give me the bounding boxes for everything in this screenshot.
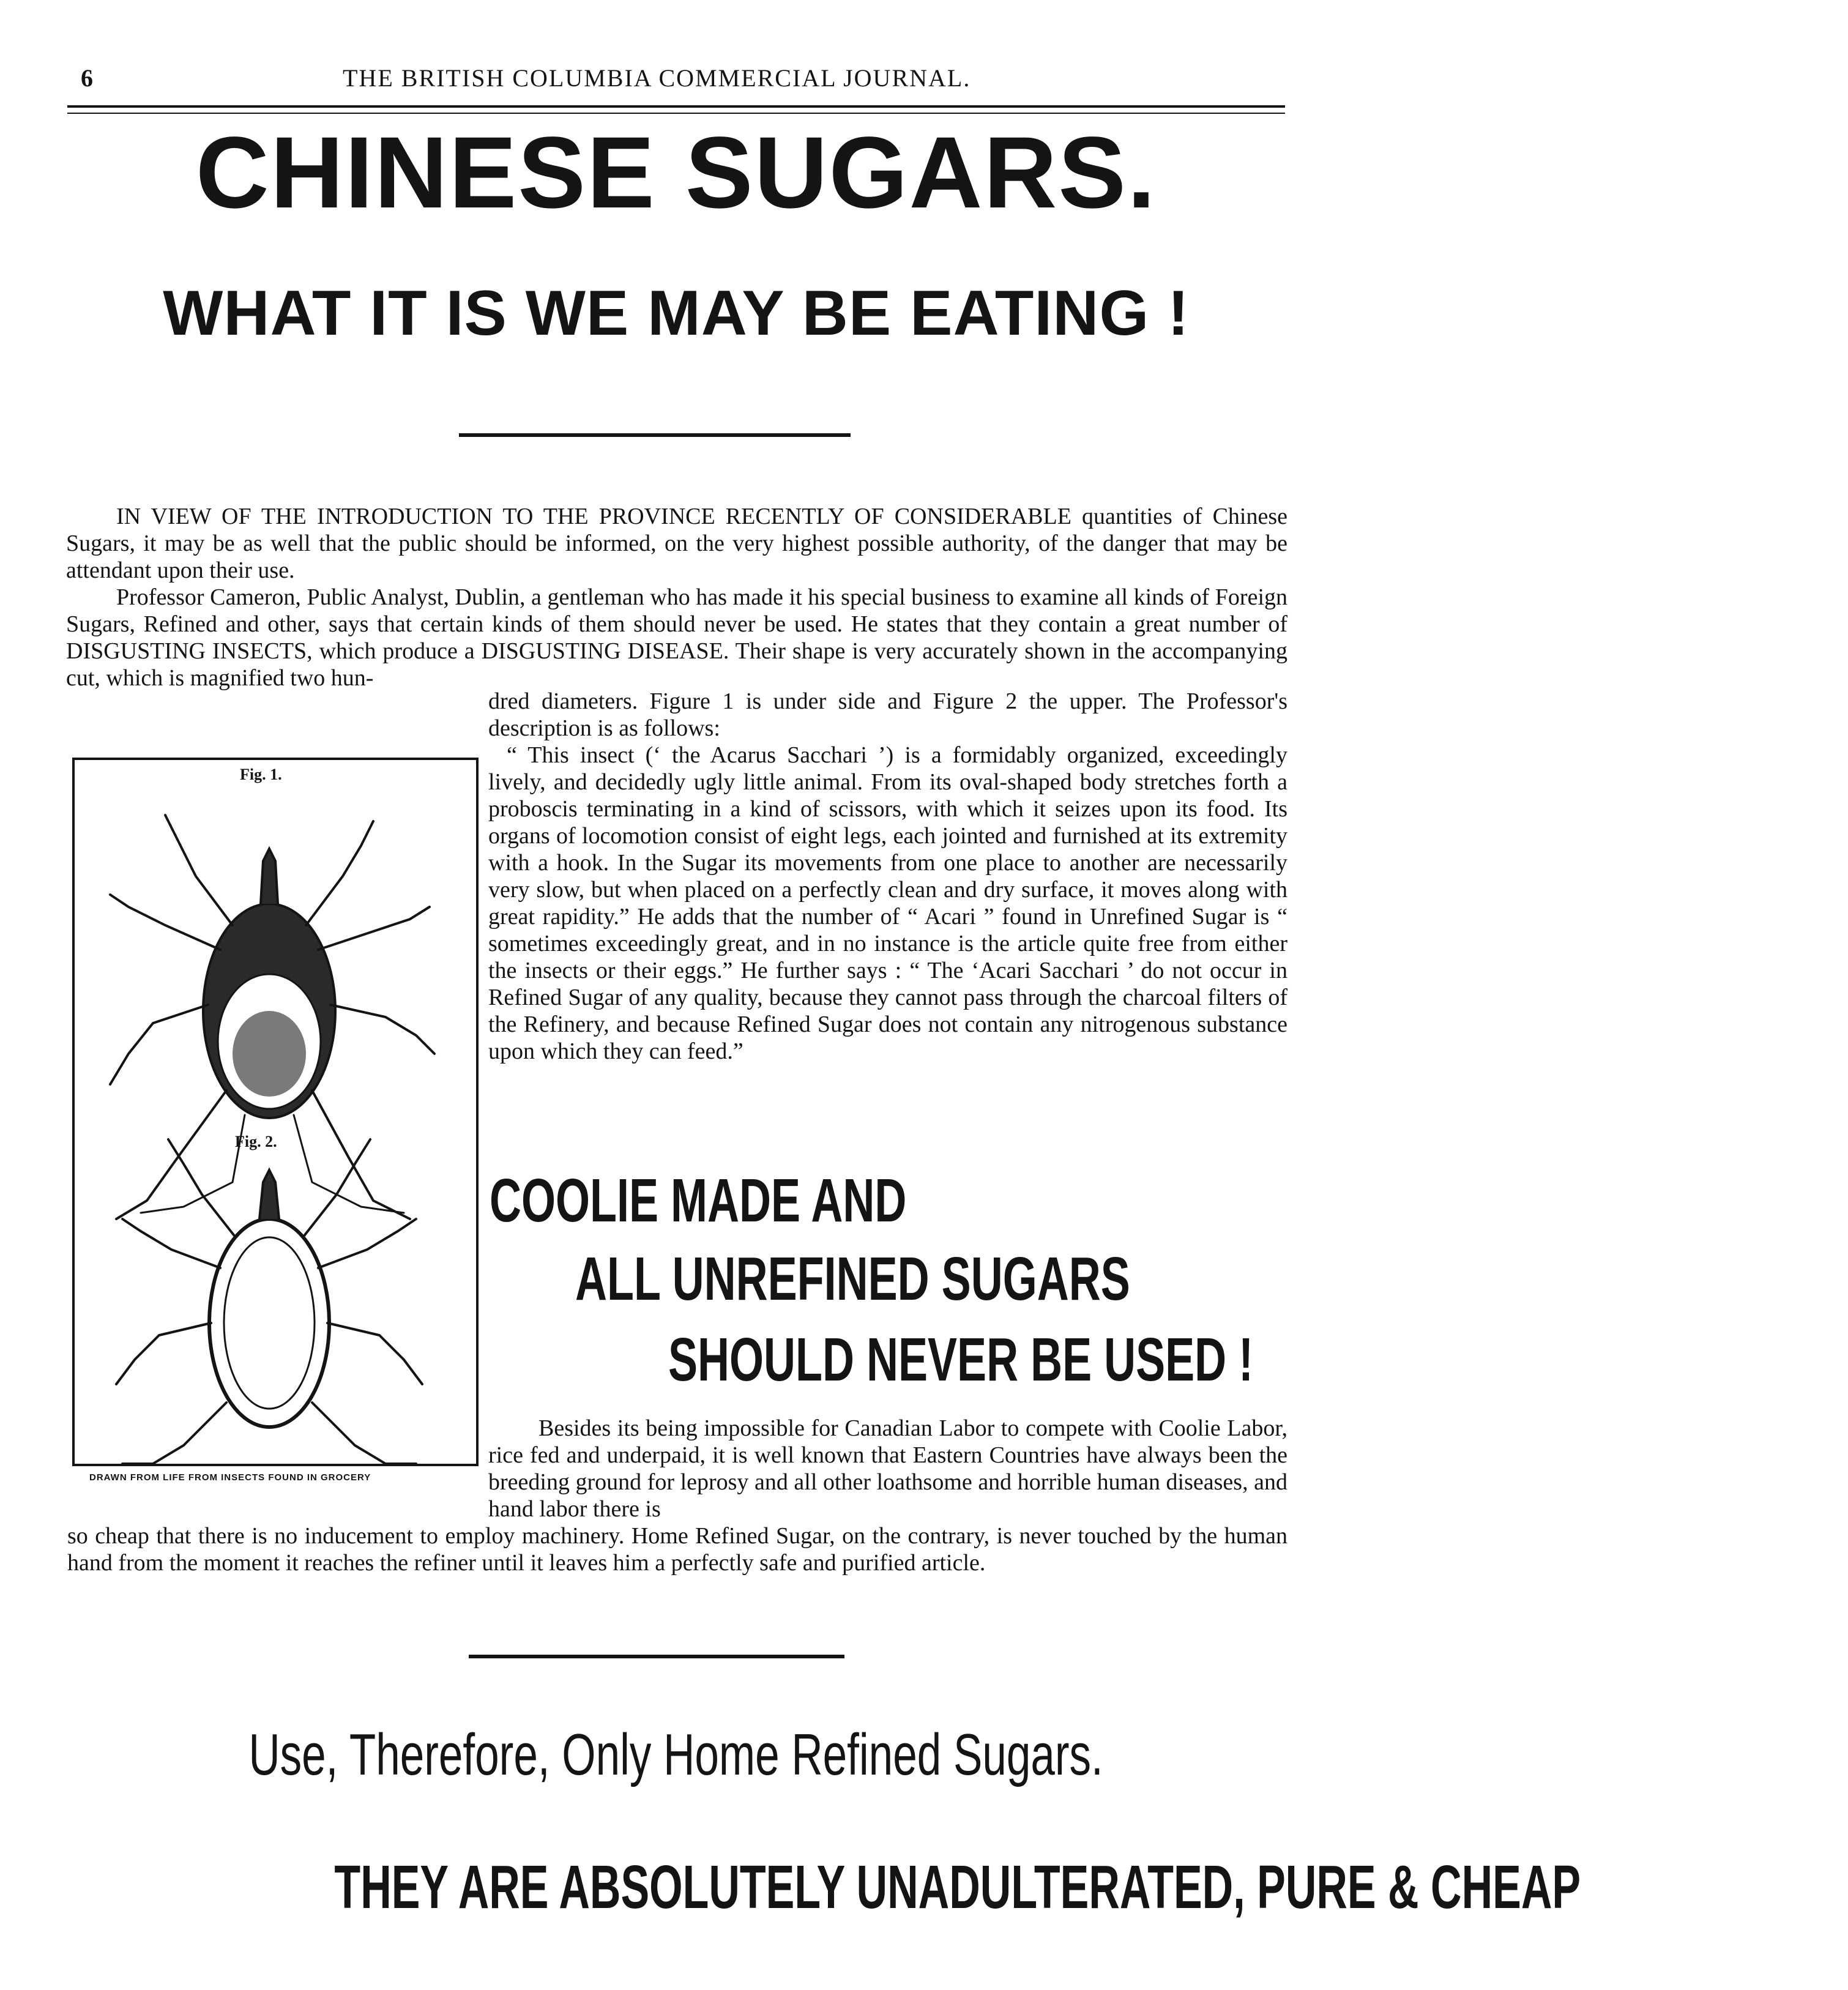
intro-paragraph-1 (66, 503, 1287, 584)
fig1-label: Fig. 1. (240, 766, 282, 783)
intro-rest: quantities of Chinese Sugars, it may be as well that the public should be informed, on the very highest possible authority, of the danger that may be attendant upon their use. (66, 504, 1288, 583)
unadulterated-slogan (67, 1853, 1581, 1921)
fig1-insect (110, 815, 434, 1219)
fig2-label: Fig. 2. (235, 1133, 277, 1150)
page-number: 6 (81, 64, 93, 92)
header-rule (67, 105, 1285, 108)
intro-text (66, 503, 1287, 691)
fig2-insect (116, 1139, 422, 1464)
use-line-text: Use, Therefore, Only Home Refined Sugars. (248, 1722, 1104, 1787)
besides-continuation (67, 1522, 1287, 1576)
coolie-heading-line-3: SHOULD NEVER BE USED ! (668, 1325, 1254, 1394)
main-headline: CHINESE SUGARS. (195, 116, 1157, 229)
coolie-heading-line-2: ALL UNREFINED SUGARS (575, 1245, 1130, 1313)
section-divider (459, 433, 851, 437)
coolie-heading-line-1: COOLIE MADE AND (490, 1166, 907, 1235)
they-line-text: THEY ARE ABSOLUTELY UNADULTERATED, PURE & CHEAP (334, 1853, 1581, 1921)
professor-quote: “ This insect (‘ the Acarus Sacchari ’) is a formidably organized, exceedingly lively, and decidedly ugly little animal. From its oval-shaped body stretches forth a proboscis terminating in a kind of scissors, with which it seizes upon its food. Its organs of locomotion consist of eight legs, each jointed and furnished at its extremity with a hook. In the Sugar its movements from one place to another are necessarily very slow, but when placed on a perfectly clean and dry surface, it moves along with great rapidity.” He adds that the number of “ Acari ” found in Unrefined Sugar is “ sometimes exceedingly great, and in no instance is the article quite free from either the insects or their eggs.” He further says : “ The ‘Acari Sacchari ’ do not occur in Refined Sugar of any quality, because they cannot pass through the charcoal filters of the Refinery, and because Refined Sugar does not contain any nitrogenous substance upon which they can feed.” (488, 742, 1287, 1064)
right-column-text (488, 688, 1287, 1065)
insect-figure (72, 758, 479, 1466)
journal-title: THE BRITISH COLUMBIA COMMERCIAL JOURNAL. (343, 64, 971, 92)
section-divider-lower (469, 1655, 844, 1658)
intro-paragraph-2: Professor Cameron, Public Analyst, Dublin, a gentleman who has made it his special business to examine all kinds of Foreign Sugars, Refined and other, says that certain kinds of them should never be used. He states that they contain a great number of DISGUSTING INSECTS, which produce a DISGUSTING DISEASE. Their shape is very accurately shown in the accompanying cut, which is magnified two hun- (66, 584, 1287, 691)
insect-illustration (75, 760, 476, 1464)
use-home-refined-slogan (67, 1722, 1285, 1787)
description-continuation: dred diameters. Figure 1 is under side and Figure 2 the upper. The Professor's description is as follows: (488, 688, 1287, 741)
besides-paragraph (488, 1415, 1287, 1522)
figure-caption: DRAWN FROM LIFE FROM INSECTS FOUND IN GROCERY (89, 1472, 371, 1483)
sub-headline: WHAT IT IS WE MAY BE EATING ! (163, 278, 1190, 349)
intro-lead: IN VIEW OF THE INTRODUCTION TO THE PROVINCE RECENTLY OF CONSIDERABLE (116, 504, 1071, 529)
header-rule-thin (67, 113, 1285, 114)
besides-right-part: Besides its being impossible for Canadian Labor to compete with Coolie Labor, rice fed and underpaid, it is well known that Eastern Countries have always been the breeding ground for leprosy and all other loathsome and horrible human diseases, and hand labor there is (488, 1415, 1287, 1522)
besides-full-part: so cheap that there is no inducement to employ machinery. Home Refined Sugar, on the contrary, is never touched by the human hand from the moment it reaches the refiner until it leaves him a perfectly safe and purified article. (67, 1523, 1287, 1576)
